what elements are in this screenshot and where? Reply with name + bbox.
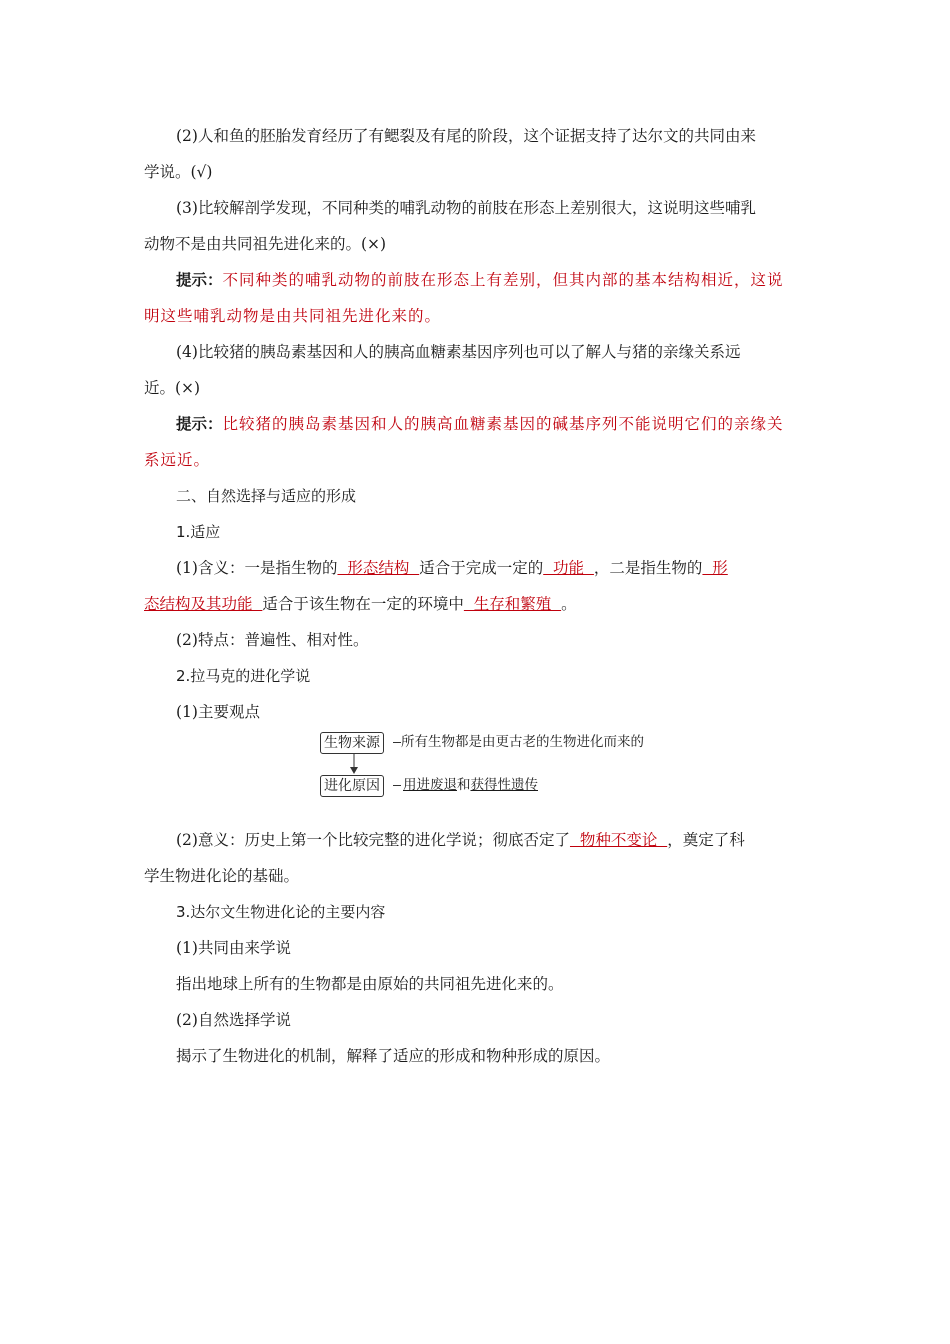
question-2-cont: [144, 154, 806, 190]
lamarck-diagram: [144, 732, 806, 818]
meaning-text-b: 适合于完成一定的: [419, 559, 544, 577]
common-descent-text: 指出地球上所有的生物都是由原始的共同祖先进化来的。: [176, 975, 564, 993]
sig-text-a: (2)意义：历史上第一个比较完整的进化学说；彻底否定了: [176, 831, 570, 849]
document-page: [144, 118, 806, 1074]
meaning-text-c: ，二是指生物的: [593, 559, 703, 577]
section-2-title: 二、自然选择与适应的形成: [176, 487, 357, 505]
connector-line-2: [393, 785, 401, 786]
down-arrow-icon: [349, 753, 359, 775]
lamarck-significance: [144, 822, 806, 858]
question-4-line2: 近。(×): [144, 379, 201, 397]
common-descent-title: (1)共同由来学说: [176, 939, 291, 957]
question-3-line2: 动物不是由共同祖先进化来的。(×): [144, 235, 387, 253]
question-4-cont: [144, 370, 806, 406]
use-disuse: 用进废退: [403, 777, 457, 793]
meaning-text-e: 。: [561, 595, 577, 613]
connector-line-1: [393, 742, 401, 743]
natural-selection-text: 揭示了生物进化的机制，解释了适应的形成和物种形成的原因。: [176, 1047, 611, 1065]
sig-text-b: ，奠定了科: [667, 831, 745, 849]
blank-function: 功能: [543, 559, 594, 577]
lamarck-significance-cont: 学生物进化论的基础。: [144, 867, 300, 885]
blank-form-structure: 形态结构: [337, 559, 420, 577]
main-views-title: (1)主要观点: [176, 703, 260, 721]
cause-text: [403, 775, 538, 795]
blank-species-invariance: 物种不变论: [569, 831, 668, 849]
hint-label: 提示：: [176, 271, 223, 289]
blank-structure-function-a: 形: [702, 559, 728, 577]
meaning-text-a: (1)含义：一是指生物的: [176, 559, 338, 577]
question-4-line1: (4)比较猪的胰岛素基因和人的胰高血糖素基因序列也可以了解人与猪的亲缘关系远: [176, 343, 741, 361]
hint-1-cont: [144, 298, 806, 334]
question-3-cont: [144, 226, 806, 262]
question-2-line2: 学说。(√): [144, 163, 213, 181]
question-2: [144, 118, 806, 154]
adaptation-feature: (2)特点：普遍性、相对性。: [176, 631, 369, 649]
box-origin: 生物来源: [320, 732, 384, 754]
acquired-inheritance: 获得性遗传: [470, 777, 538, 793]
hint-2: [144, 406, 806, 442]
adaptation-meaning: [144, 550, 806, 586]
box-cause: 进化原因: [320, 775, 384, 797]
origin-text: 所有生物都是由更古老的生物进化而来的: [401, 734, 644, 750]
question-3-line1: (3)比较解剖学发现，不同种类的哺乳动物的前肢在形态上差别很大，这说明这些哺乳: [176, 199, 756, 217]
hint-1-line1: 不同种类的哺乳动物的前肢在形态上有差别，但其内部的基本结构相近，这说: [222, 271, 784, 289]
darwin-title: 3.达尔文生物进化论的主要内容: [176, 903, 386, 921]
question-4: [144, 334, 806, 370]
meaning-text-d: 适合于该生物在一定的环境中: [262, 595, 464, 613]
hint-label: 提示：: [176, 415, 223, 433]
hint-1: [144, 262, 806, 298]
hint-2-cont: [144, 442, 806, 478]
blank-structure-function-b: 态结构及其功能: [144, 595, 263, 613]
adaptation-title: 1.适应: [176, 523, 221, 541]
blank-survive-reproduce: 生存和繁殖: [463, 595, 562, 613]
and-text: 和: [457, 777, 471, 793]
hint-1-line2: 明这些哺乳动物是由共同祖先进化来的。: [144, 307, 442, 325]
question-2-line1: (2)人和鱼的胚胎发育经历了有鳃裂及有尾的阶段，这个证据支持了达尔文的共同由来: [176, 127, 756, 145]
hint-2-line1: 比较猪的胰岛素基因和人的胰高血糖素基因的碱基序列不能说明它们的亲缘关: [222, 415, 784, 433]
lamarck-title: 2.拉马克的进化学说: [176, 667, 311, 685]
adaptation-meaning-cont: [144, 586, 806, 622]
natural-selection-title: (2)自然选择学说: [176, 1011, 291, 1029]
question-3: [144, 190, 806, 226]
hint-2-line2: 系远近。: [144, 451, 211, 469]
